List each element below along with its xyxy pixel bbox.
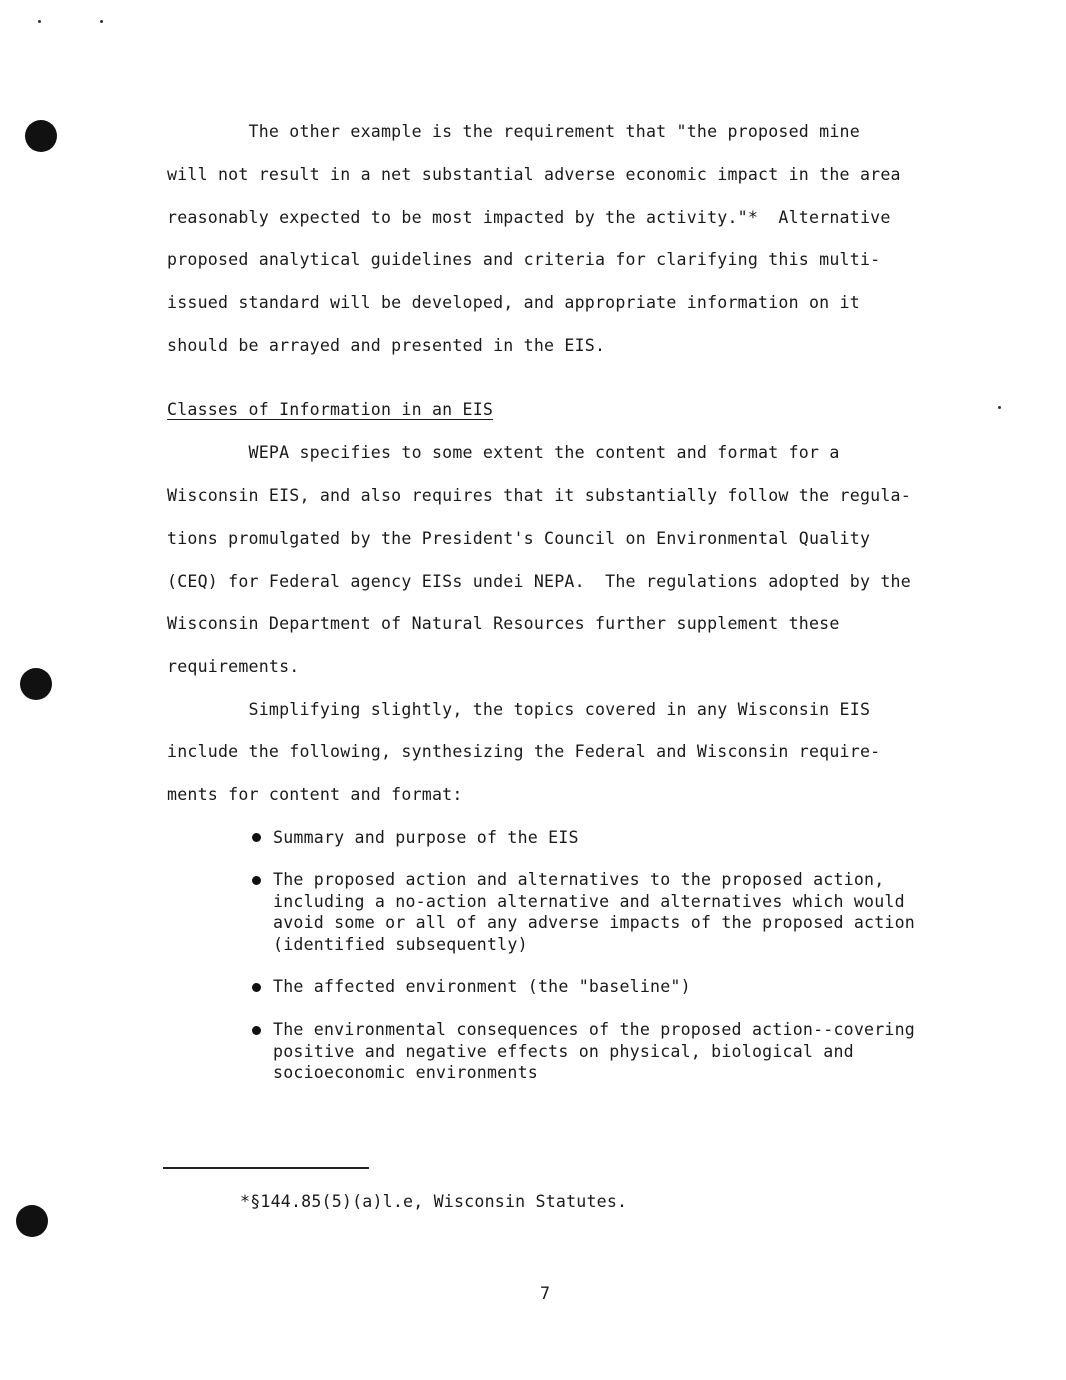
bullet-text: Summary and purpose of the EIS — [273, 828, 579, 847]
paragraph1-line: reasonably expected to be most impacted by the activity."* Alternative — [167, 208, 891, 227]
paragraph2-line: Wisconsin Department of Natural Resources further supplement these — [167, 614, 840, 633]
paragraph3-line: Simplifying slightly, the topics covered in any Wisconsin EIS — [167, 700, 871, 719]
punch-hole-middle — [20, 668, 52, 700]
punch-hole-top — [25, 120, 57, 152]
bullet-text: avoid some or all of any adverse impacts of the proposed action — [273, 913, 915, 932]
paragraph2-line: tions promulgated by the President's Council on Environmental Quality — [167, 529, 871, 548]
scan-speck — [38, 20, 41, 23]
paragraph1-line: will not result in a net substantial adverse economic impact in the area — [167, 165, 901, 184]
bullet-text: The proposed action and alternatives to the proposed action, — [273, 870, 885, 889]
paragraph3-line: ments for content and format: — [167, 785, 463, 804]
paragraph1-line: should be arrayed and presented in the EIS. — [167, 336, 606, 355]
paragraph1-line: proposed analytical guidelines and criteria for clarifying this multi- — [167, 250, 881, 269]
paragraph2-line: requirements. — [167, 657, 300, 676]
bullet-text: positive and negative effects on physical, biological and — [273, 1042, 854, 1061]
bullet-text: The affected environment (the "baseline") — [273, 977, 691, 996]
section-heading: Classes of Information in an EIS — [167, 400, 494, 419]
page-number: 7 — [540, 1284, 551, 1303]
scan-speck — [998, 406, 1001, 409]
bullet-text: including a no-action alternative and alternatives which would — [273, 892, 905, 911]
paragraph3-line: include the following, synthesizing the Federal and Wisconsin require- — [167, 742, 881, 761]
paragraph2-line: WEPA specifies to some extent the content and format for a — [167, 443, 840, 462]
bullet-icon — [252, 983, 261, 992]
paragraph1-line: issued standard will be developed, and appropriate information on it — [167, 293, 860, 312]
bullet-icon — [252, 1026, 261, 1035]
scan-speck — [100, 20, 103, 23]
footnote-rule — [163, 1167, 369, 1169]
paragraph1-line: The other example is the requirement that "the proposed mine — [167, 122, 860, 141]
bullet-text: (identified subsequently) — [273, 935, 528, 954]
bullet-icon — [252, 833, 261, 842]
paragraph2-line: (CEQ) for Federal agency EISs undei NEPA. The regulations adopted by the — [167, 572, 911, 591]
punch-hole-bottom — [16, 1205, 48, 1237]
footnote: *§144.85(5)(a)l.e, Wisconsin Statutes. — [240, 1192, 628, 1211]
paragraph2-line: Wisconsin EIS, and also requires that it substantially follow the regula- — [167, 486, 911, 505]
bullet-icon — [252, 876, 261, 885]
bullet-text: The environmental consequences of the proposed action--covering — [273, 1020, 915, 1039]
bullet-text: socioeconomic environments — [273, 1063, 538, 1082]
